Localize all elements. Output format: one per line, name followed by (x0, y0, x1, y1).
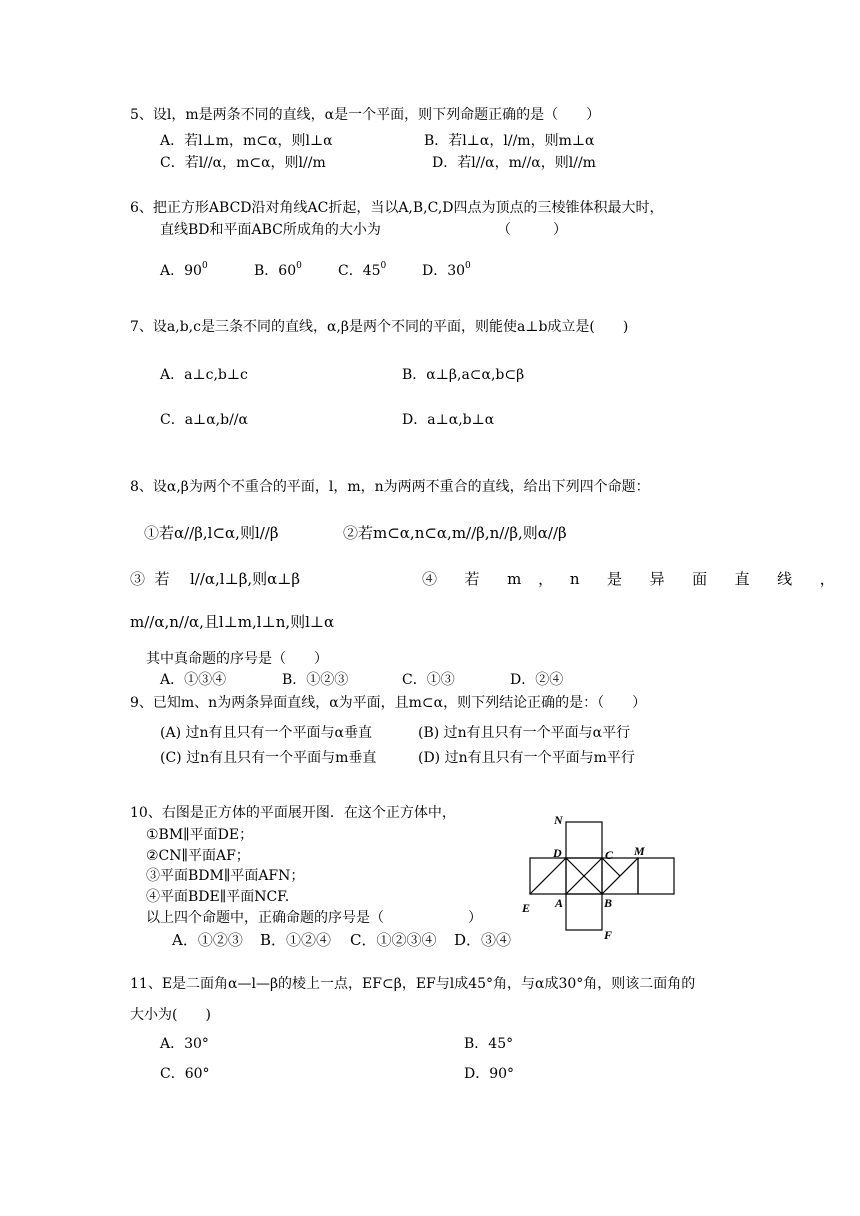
q11-option-a: A．30° (160, 1036, 209, 1052)
q6-stem-line2: 直线BD和平面ABC所成角的大小为 (160, 222, 381, 238)
q6-option-d: D．$30^0$ (422, 261, 471, 279)
q10-option-c: C．①②③④ (350, 931, 437, 949)
q9-option-d: (D) 过n有且只有一个平面与m平行 (418, 750, 635, 766)
q10-item-4: ④平面BDE∥平面NCF. (146, 889, 290, 905)
q8-proposition-4: ④ 若 m ， n 是 异 面 直 线 ， (422, 570, 841, 588)
vertex-label-E: E (522, 901, 531, 915)
degree-mark: 0 (201, 261, 208, 271)
q7-option-c: C．a⊥α,b//α (160, 412, 248, 428)
q6-option-c: C．$45^0$ (338, 261, 387, 279)
vertex-label-N: N (554, 813, 563, 827)
q5-option-a: A．若l⊥m，m⊂α，则l⊥α (160, 133, 333, 149)
q11-option-c: C．60° (160, 1066, 210, 1082)
net-face-bottom (566, 894, 602, 930)
net-face-mid-4 (638, 858, 674, 894)
q8-proposition-3-prefix: ③ 若 (130, 570, 170, 588)
q9-option-b: (B) 过n有且只有一个平面与α平行 (418, 725, 631, 741)
q8-option-d: D．②④ (510, 672, 564, 688)
vertex-label-D: D (553, 846, 562, 860)
q9-option-c: (C) 过n有且只有一个平面与m垂直 (160, 750, 377, 766)
net-face-top (566, 822, 602, 858)
q8-proposition-2: ②若m⊂α,n⊂α,m//β,n//β,则α//β (343, 524, 567, 542)
cube-net-figure (520, 812, 690, 942)
vertex-label-B: B (604, 896, 613, 910)
diagonal-ED (530, 858, 566, 894)
q8-option-c: C．①③ (402, 672, 455, 688)
q6-option-a: A．$90^0$ (160, 261, 208, 279)
degree-mark: 0 (380, 261, 387, 271)
q7-option-a: A．a⊥c,b⊥c (160, 367, 248, 383)
q10-stem: 10、右图是正方体的平面展开图．在这个正方体中， (130, 805, 456, 821)
degree-mark: 0 (465, 261, 471, 271)
q5-stem: 5、设l，m是两条不同的直线，α是一个平面，则下列命题正确的是（ ） (130, 107, 601, 123)
q10-option-a: A．①②③ (172, 931, 243, 949)
q9-option-a: (A) 过n有且只有一个平面与α垂直 (160, 725, 372, 741)
q11-stem-line1: 11、E是二面角α—l—β的棱上一点，EF⊂β，EF与l成45°角，与α成30°角，则该二面角的 (130, 976, 696, 992)
q8-proposition-1: ①若α//β,l⊂α,则l//β (144, 524, 279, 542)
q11-stem-line2: 大小为( ) (130, 1007, 211, 1023)
vertex-label-A: A (555, 896, 564, 910)
q6-stem-line1: 6、把正方形ABCD沿对角线AC折起，当以A,B,C,D四点为顶点的三棱锥体积最大时， (130, 200, 664, 216)
q8-stem: 8、设α,β为两个不重合的平面，l，m，n为两两不重合的直线，给出下列四个命题： (130, 479, 650, 495)
q10-option-d: D．③④ (454, 931, 512, 949)
q8-ask: 其中真命题的序号是（ ） (146, 651, 328, 667)
q10-ask: 以上四个命题中，正确命题的序号是（ ） (146, 910, 482, 926)
q7-option-b: B．α⊥β,a⊂α,b⊂β (402, 367, 525, 383)
q10-item-3: ③平面BDM∥平面AFN； (146, 868, 305, 884)
q10-option-b: B．①②④ (260, 931, 332, 949)
q7-option-d: D．a⊥α,b⊥α (402, 412, 495, 428)
q8-option-b: B．①②③ (282, 672, 349, 688)
q5-option-c: C．若l//α，m⊂α，则l//m (160, 155, 326, 171)
q8-option-a: A．①③④ (160, 672, 227, 688)
q5-option-b: B．若l⊥α，l//m，则m⊥α (424, 133, 595, 149)
q6-paren: （ ） (497, 222, 567, 238)
q11-option-d: D．90° (464, 1066, 515, 1082)
q6-option-b: B．$60^0$ (254, 261, 302, 279)
q10-item-1: ①BM∥平面DE； (146, 827, 254, 843)
q11-option-b: B．45° (464, 1036, 514, 1052)
degree-mark: 0 (296, 261, 302, 271)
q5-option-d: D．若l//α，m//α，则l//m (432, 155, 596, 171)
q9-stem: 9、已知m、n为两条异面直线，α为平面，且m⊂α，则下列结论正确的是：（ ） (130, 695, 647, 711)
q10-item-2: ②CN∥平面AF； (146, 848, 250, 864)
vertex-label-M: M (634, 844, 645, 858)
q8-proposition-4-cont: m//α,n//α,且l⊥m,l⊥n,则l⊥α (130, 613, 335, 631)
q7-stem: 7、设a,b,c是三条不同的直线，α,β是两个不同的平面，则能使a⊥b成立是( ) (130, 319, 629, 335)
vertex-label-F: F (604, 928, 613, 942)
q8-proposition-3: l//α,l⊥β,则α⊥β (190, 570, 301, 588)
vertex-label-C: C (605, 848, 614, 862)
